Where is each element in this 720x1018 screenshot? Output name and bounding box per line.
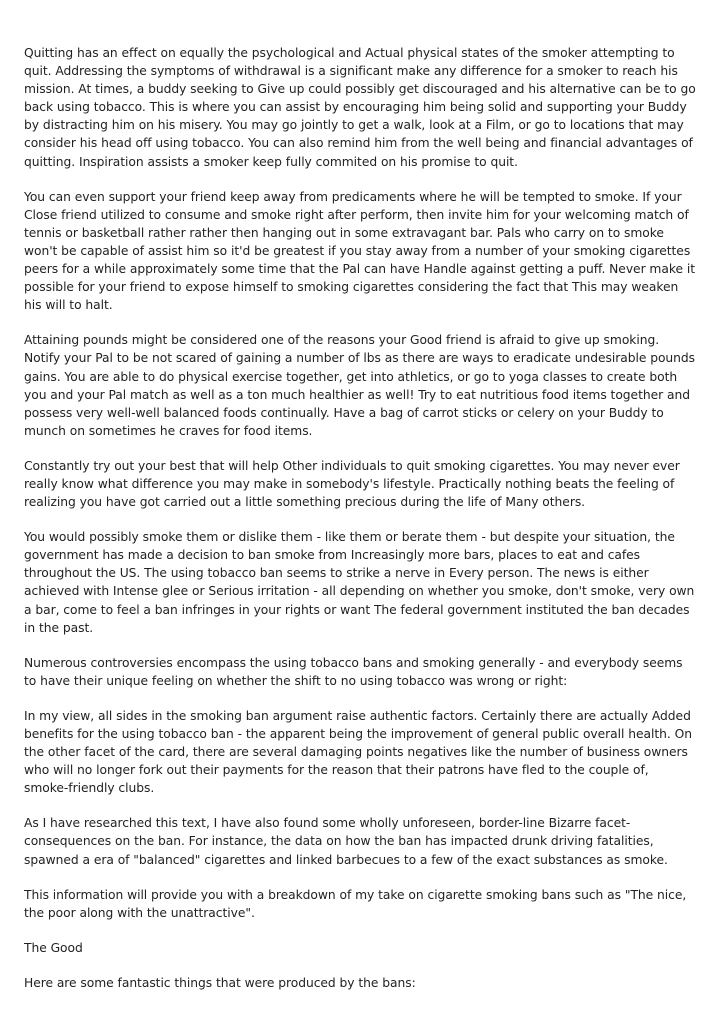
paragraph-7: In my view, all sides in the smoking ban argument raise authentic factors. Certainly there are actually Added benefits for the using tobacco ban - the apparent being the improvement of general public overall health. On the other facet of the card, there are several damaging points negatives like the number of business owners who will no longer fork out their payments for the reason that their patrons have fled to the couple of, smoke-friendly clubs. <box>24 708 692 796</box>
paragraph-4: Constantly try out your best that will help Other individuals to quit smoking cigarettes. You may never ever really know what difference you may make in somebody's lifestyle. Practically nothing beats the feeling of realizing you have got carried out a little something precious during the life of Many others. <box>24 458 680 510</box>
paragraph-3: Attaining pounds might be considered one of the reasons your Good friend is afraid to give up smoking. Notify your Pal to be not scared of gaining a number of lbs as there are ways to eradicate undesirable pounds gains. You are able to do physical exercise together, get into athletics, or go to yoga classes to create both you and your Pal match as well as a ton much healthier as well! Try to eat nutritious food items together and possess very well-well balanced foods continually. Have a bag of carrot sticks or celery on your Buddy to munch on sometimes he craves for food items. <box>24 333 696 438</box>
document-body <box>24 44 696 1009</box>
section-heading-the-good: The Good <box>24 940 83 955</box>
paragraph-5: You would possibly smoke them or dislike them - like them or berate them - but despite your situation, the government has made a decision to ban smoke from Increasingly more bars, places to eat and cafes throughout the US. The using tobacco ban seems to strike a nerve in Every person. The news is either achieved with Intense glee or Serious irritation - all depending on whether you smoke, don't smoke, very own a bar, come to feel a ban infringes in your rights or want The federal government instituted the ban decades in the past. <box>24 530 695 635</box>
paragraph-1: Quitting has an effect on equally the psychological and Actual physical states of the smoker attempting to quit. Addressing the symptoms of withdrawal is a significant make any difference for a smoker to reach his mission. At times, a buddy seeking to Give up could possibly get discouraged and his alternative can be to go back using tobacco. This is where you can assist by encouraging him being solid and supporting your Buddy by distracting him on his misery. You may go jointly to get a walk, look at a Film, or go to locations that may consider his head off using tobacco. You can also remind him from the well being and financial advantages of quitting. Inspiration assists a smoker keep fully commited on his promise to quit. <box>24 46 696 169</box>
paragraph-2: You can even support your friend keep away from predicaments where he will be tempted to smoke. If your Close friend utilized to consume and smoke right after perform, then invite him for your welcoming match of tennis or basketball rather rather then hanging out in some extravagant bar. Pals who carry on to smoke won't be capable of assist him so it'd be greatest if you stay away from a number of your smoking cigarettes peers for a while approximately some time that the Pal can have Handle against getting a puff. Never make it possible for your friend to expose himself to smoking cigarettes considering the fact that This may weaken his will to halt. <box>24 189 695 313</box>
paragraph-9: This information will provide you with a breakdown of my take on cigarette smoking bans such as "The nice, the poor along with the unattractive". <box>24 887 687 920</box>
paragraph-6: Numerous controversies encompass the using tobacco bans and smoking generally - and everybody seems to have their unique feeling on whether the shift to no using tobacco was wrong or right: <box>24 655 683 688</box>
paragraph-8: As I have researched this text, I have also found some wholly unforeseen, border-line Bizarre facet-consequences on the ban. For instance, the data on how the ban has impacted drunk driving fatalities, spawned a era of "balanced" cigarettes and linked barbecues to a few of the exact substances as smoke. <box>24 816 668 867</box>
paragraph-10: Here are some fantastic things that were produced by the bans: <box>24 975 416 990</box>
